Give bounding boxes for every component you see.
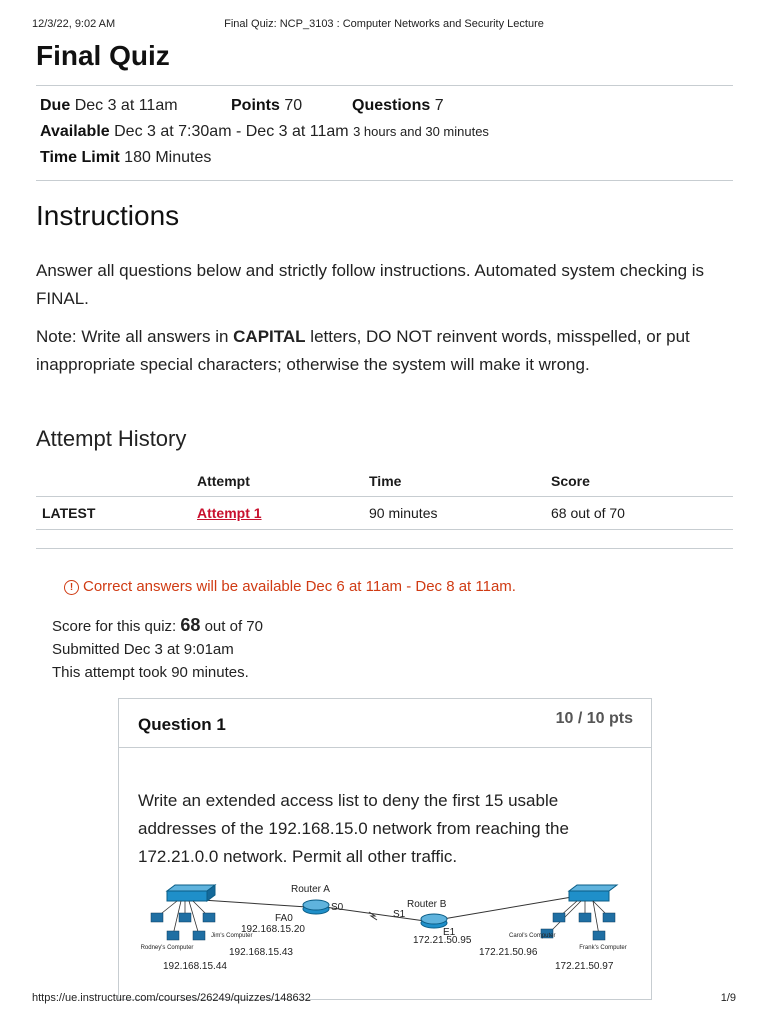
router-a-label: Router A [291, 884, 330, 895]
questions-value: 7 [434, 97, 444, 114]
column-header-score: Score [545, 466, 733, 497]
instructions-heading: Instructions [36, 200, 180, 231]
computer-icon [603, 913, 615, 922]
available-value: Dec 3 at 7:30am - Dec 3 at 11am [114, 123, 349, 140]
print-datetime: 12/3/22, 9:02 AM [32, 18, 116, 30]
router-a-icon [303, 900, 329, 914]
attempt-score: 68 out of 70 [545, 497, 733, 530]
network-diagram [137, 879, 627, 979]
computer-icon [579, 913, 591, 922]
table-header-row [36, 466, 733, 497]
s1-label: S1 [393, 909, 406, 920]
column-header [36, 466, 191, 497]
quiz-meta-row-1 [40, 97, 178, 115]
instructions-paragraph-2 [36, 323, 736, 379]
print-page-title: Final Quiz: NCP_3103 : Computer Networks and Security Lecture [224, 18, 544, 30]
time-limit-label: Time Limit [40, 149, 120, 166]
computer-icon [167, 931, 179, 940]
print-page-number: 1/9 [720, 992, 736, 1004]
time-limit-value: 180 Minutes [124, 149, 212, 166]
e1-ip: 172.21.50.95 [413, 935, 472, 946]
questions-meta [352, 97, 444, 115]
time-limit-meta [40, 149, 211, 167]
points-label: Points [231, 97, 280, 114]
divider [36, 180, 733, 181]
column-header-attempt: Attempt [191, 466, 363, 497]
latest-label: LATEST [36, 497, 191, 530]
switch-a-icon [167, 885, 215, 901]
column-header-time: Time [363, 466, 545, 497]
fa0-label: FA0 [275, 913, 293, 924]
carol-ip: 172.21.50.96 [479, 947, 538, 958]
available-meta [40, 123, 489, 141]
rodney-label: Rodney's Computer [140, 945, 194, 951]
computer-icon [553, 913, 565, 922]
computer-icon [179, 913, 191, 922]
due-value: Dec 3 at 11am [74, 97, 178, 114]
instructions-paragraph-1: Answer all questions below and strictly follow instructions. Automated system checking is FINAL. [36, 261, 705, 308]
router-b-icon [421, 914, 447, 928]
quiz-score [52, 615, 263, 636]
questions-label: Questions [352, 97, 431, 114]
jim-label: Jim's Computer [211, 933, 253, 939]
computer-icon [151, 913, 163, 922]
frank-label: Frank's Computer [579, 945, 627, 951]
e1-label: E1 [443, 927, 456, 938]
points-value: 70 [284, 97, 303, 114]
question-points: 10 / 10 pts [555, 710, 633, 727]
attempt-time: 90 minutes [363, 497, 545, 530]
attempt-duration: This attempt took 90 minutes. [52, 664, 249, 681]
attempt-1-link[interactable]: Attempt 1 [197, 505, 262, 521]
computer-icon [193, 931, 205, 940]
score-prefix: Score for this quiz: [52, 618, 181, 635]
jim-ip: 192.168.15.43 [229, 947, 293, 958]
due-label: Due [40, 97, 71, 114]
frank-ip: 172.21.50.97 [555, 961, 614, 972]
print-url: https://ue.instructure.com/courses/26249/quizzes/148632 [32, 992, 311, 1004]
table-row [36, 497, 733, 530]
rodney-ip: 192.168.15.44 [163, 961, 227, 972]
divider [36, 548, 733, 549]
available-duration: 3 hours and 30 minutes [353, 124, 489, 139]
question-header [119, 699, 651, 748]
score-suffix: out of 70 [200, 618, 263, 635]
instructions-note-bold: CAPITAL [233, 327, 306, 346]
correct-answers-notice [64, 578, 516, 595]
alert-circle-icon: ! [64, 580, 79, 595]
submitted-time: Submitted Dec 3 at 9:01am [52, 641, 234, 658]
score-value: 68 [180, 615, 201, 635]
router-b-label: Router B [407, 899, 447, 910]
s0-label: S0 [331, 902, 344, 913]
available-label: Available [40, 123, 110, 140]
carol-label: Carol's Computer [509, 933, 556, 939]
switch-b-icon [569, 885, 617, 901]
link-router-b-switch-b [443, 897, 572, 919]
serial-zigzag-icon [369, 912, 377, 920]
computer-icon [203, 913, 215, 922]
question-1-card [118, 698, 652, 1000]
question-text: Write an extended access list to deny the first 15 usable addresses of the 192.168.15.0 network from reaching the 172.21.0.0 network. Permit all other traffic. [138, 791, 569, 866]
attempt-history-heading: Attempt History [36, 426, 187, 451]
instructions-note-prefix: Note: Write all answers in [36, 327, 234, 346]
points-meta [231, 97, 302, 115]
divider [36, 85, 733, 86]
notice-text: Correct answers will be available Dec 6 at 11am - Dec 8 at 11am. [83, 578, 516, 595]
page-title: Final Quiz [36, 40, 170, 71]
attempt-history-table [36, 466, 733, 530]
question-title: Question 1 [138, 715, 226, 734]
computer-icon [593, 931, 605, 940]
instructions-note-suffix: letters, DO NOT reinvent words, misspelled, or put inappropriate special characters; otherwise the system will make it wrong. [36, 327, 690, 374]
fa0-ip: 192.168.15.20 [241, 924, 305, 935]
